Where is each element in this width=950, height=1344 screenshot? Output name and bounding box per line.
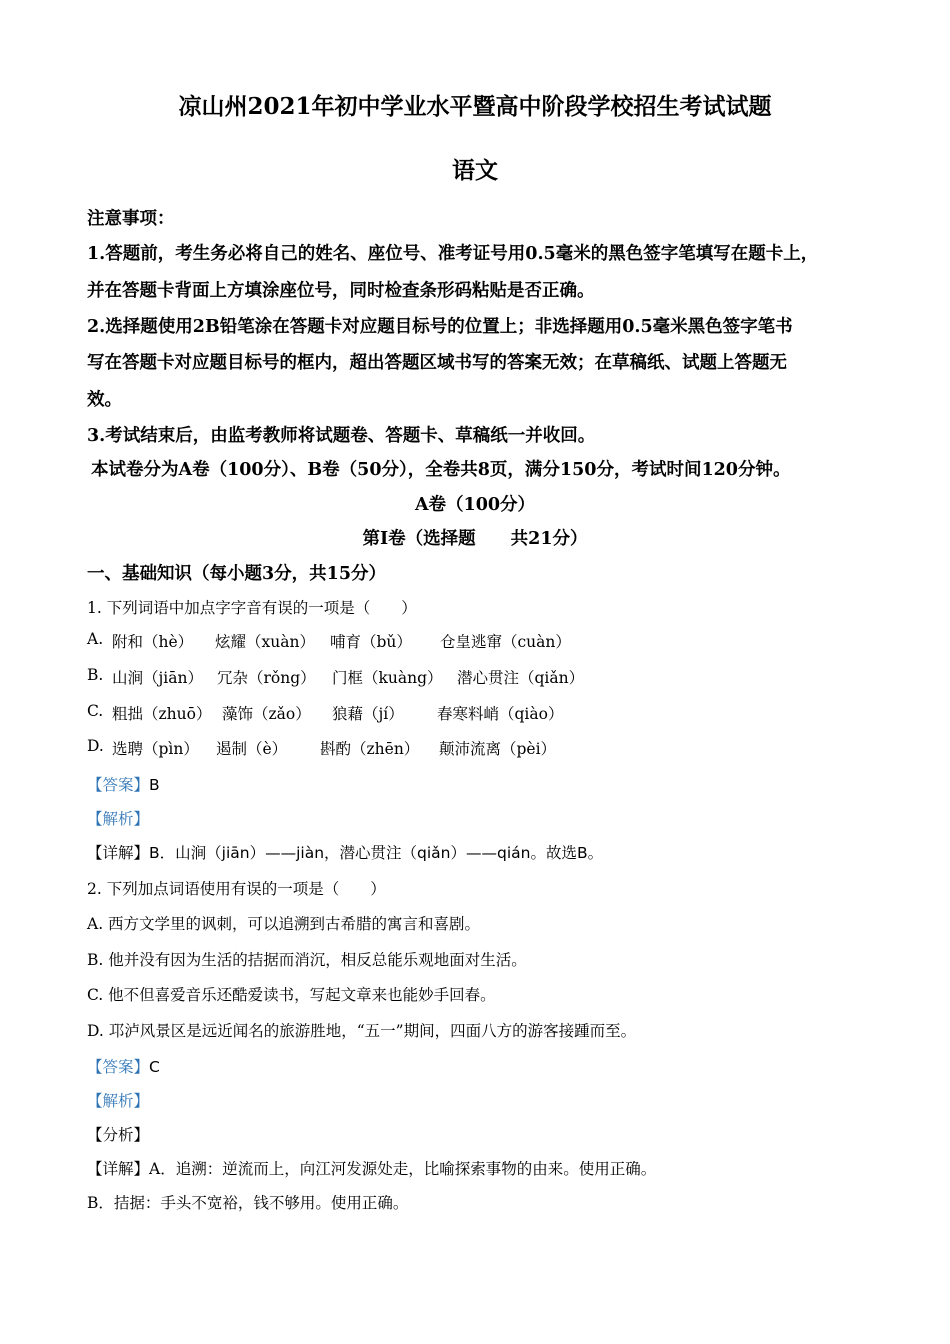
q2-fenxi-tag: 【分析】 (87, 1126, 150, 1144)
option-item: 炫耀（xuàn） (215, 633, 315, 651)
option-item: 哺育（bǔ） (330, 633, 412, 651)
option-item: 狼藉（jí） (332, 705, 404, 723)
answer-value: B (149, 776, 160, 794)
option-label: C. (87, 702, 104, 720)
notice-item2-line1: 2.选择题使用2B铅笔涂在答题卡对应题目标号的位置上；非选择题用0.5毫米黑色签字笔书 (87, 317, 793, 337)
option-item: 山涧（jiān） (112, 669, 203, 687)
option-item: 春寒料峭（qiào） (437, 705, 564, 723)
q1-answer (87, 773, 890, 795)
q1-option-d (87, 737, 890, 759)
option-item: 仓皇逃窜（cuàn） (440, 633, 571, 651)
q1-option-a (87, 630, 890, 652)
q2-detail-b: B．拮据：手头不宽裕，钱不够用。使用正确。 (87, 1194, 409, 1212)
q1-analysis-tag: 【解析】 (87, 810, 150, 828)
q2-option-b: B. 他并没有因为生活的拮据而消沉，相反总能乐观地面对生活。 (87, 951, 527, 969)
option-item: 附和（hè） (112, 633, 194, 651)
option-item: 潜心贯注（qiǎn） (457, 669, 585, 687)
option-item: 门框（kuàng） (332, 669, 443, 687)
subject-title: 语文 (452, 157, 498, 184)
option-item: 藻饰（zǎo） (222, 705, 311, 723)
answer-tag: 【答案】 (87, 776, 150, 794)
option-label: B. (87, 666, 104, 684)
notice-item1-line1: 1.答题前，考生务必将自己的姓名、座位号、准考证号用0.5毫米的黑色签字笔填写在题卡上， (87, 244, 819, 264)
q2-option-d: D. 邛泸风景区是远近闻名的旅游胜地，“五一”期间，四面八方的游客接踵而至。 (87, 1022, 637, 1040)
detail-text: A．追溯：逆流而上，向江河发源处走，比喻探索事物的由来。使用正确。 (149, 1160, 657, 1178)
option-label: A. (87, 630, 104, 648)
notice-item3: 3.考试结束后，由监考教师将试题卷、答题卡、草稿纸一并收回。 (87, 426, 596, 446)
q2-analysis-tag: 【解析】 (87, 1092, 150, 1110)
q1-option-c (87, 702, 890, 724)
notice-item2-line2: 写在答题卡对应题目标号的框内，超出答题区域书写的答案无效；在草稿纸、试题上答题无 (87, 353, 787, 373)
q1-stem: 1. 下列词语中加点字字音有误的一项是（ ） (87, 599, 417, 617)
detail-tag: 【详解】 (87, 1160, 150, 1178)
option-label: D. (87, 737, 104, 755)
option-item: 选聘（pìn） (112, 740, 199, 758)
option-item: 粗拙（zhuō） (112, 705, 212, 723)
q1-option-b (87, 666, 890, 688)
section1-heading: 一、基础知识（每小题3分，共15分） (87, 564, 387, 584)
exam-summary: 本试卷分为A卷（100分）、B卷（50分），全卷共8页，满分150分，考试时间120分钟。 (91, 460, 791, 480)
detail-tag: 【详解】 (87, 844, 150, 862)
option-item: 颠沛流离（pèi） (439, 740, 557, 758)
q2-option-a: A. 西方文学里的讽刺，可以追溯到古希腊的寓言和喜剧。 (87, 915, 481, 933)
option-item: 遏制（è） (216, 740, 288, 758)
option-item: 斟酌（zhēn） (320, 740, 420, 758)
q2-detail-a (87, 1157, 890, 1179)
notice-item2-line3: 效。 (87, 390, 122, 410)
notice-heading: 注意事项： (87, 209, 175, 229)
q2-stem: 2. 下列加点词语使用有误的一项是（ ） (87, 880, 386, 898)
part-one-heading: 第Ⅰ卷（选择题 共21分） (362, 529, 588, 549)
notice-item1-line2: 并在答题卡背面上方填涂座位号，同时检查条形码粘贴是否正确。 (87, 281, 595, 301)
exam-title: 凉山州2021年初中学业水平暨高中阶段学校招生考试试题 (178, 93, 772, 120)
q1-detail (87, 841, 890, 863)
q2-option-c: C. 他不但喜爱音乐还酷爱读书，写起文章来也能妙手回春。 (87, 986, 496, 1004)
answer-tag: 【答案】 (87, 1058, 150, 1076)
q2-answer (87, 1055, 890, 1077)
section-a-heading: A卷（100分） (414, 495, 536, 515)
option-item: 冗杂（rǒng） (217, 669, 316, 687)
answer-value: C (149, 1058, 160, 1076)
detail-text: B．山涧（jiān）——jiàn，潜心贯注（qiǎn）——qián。故选B。 (149, 844, 604, 862)
